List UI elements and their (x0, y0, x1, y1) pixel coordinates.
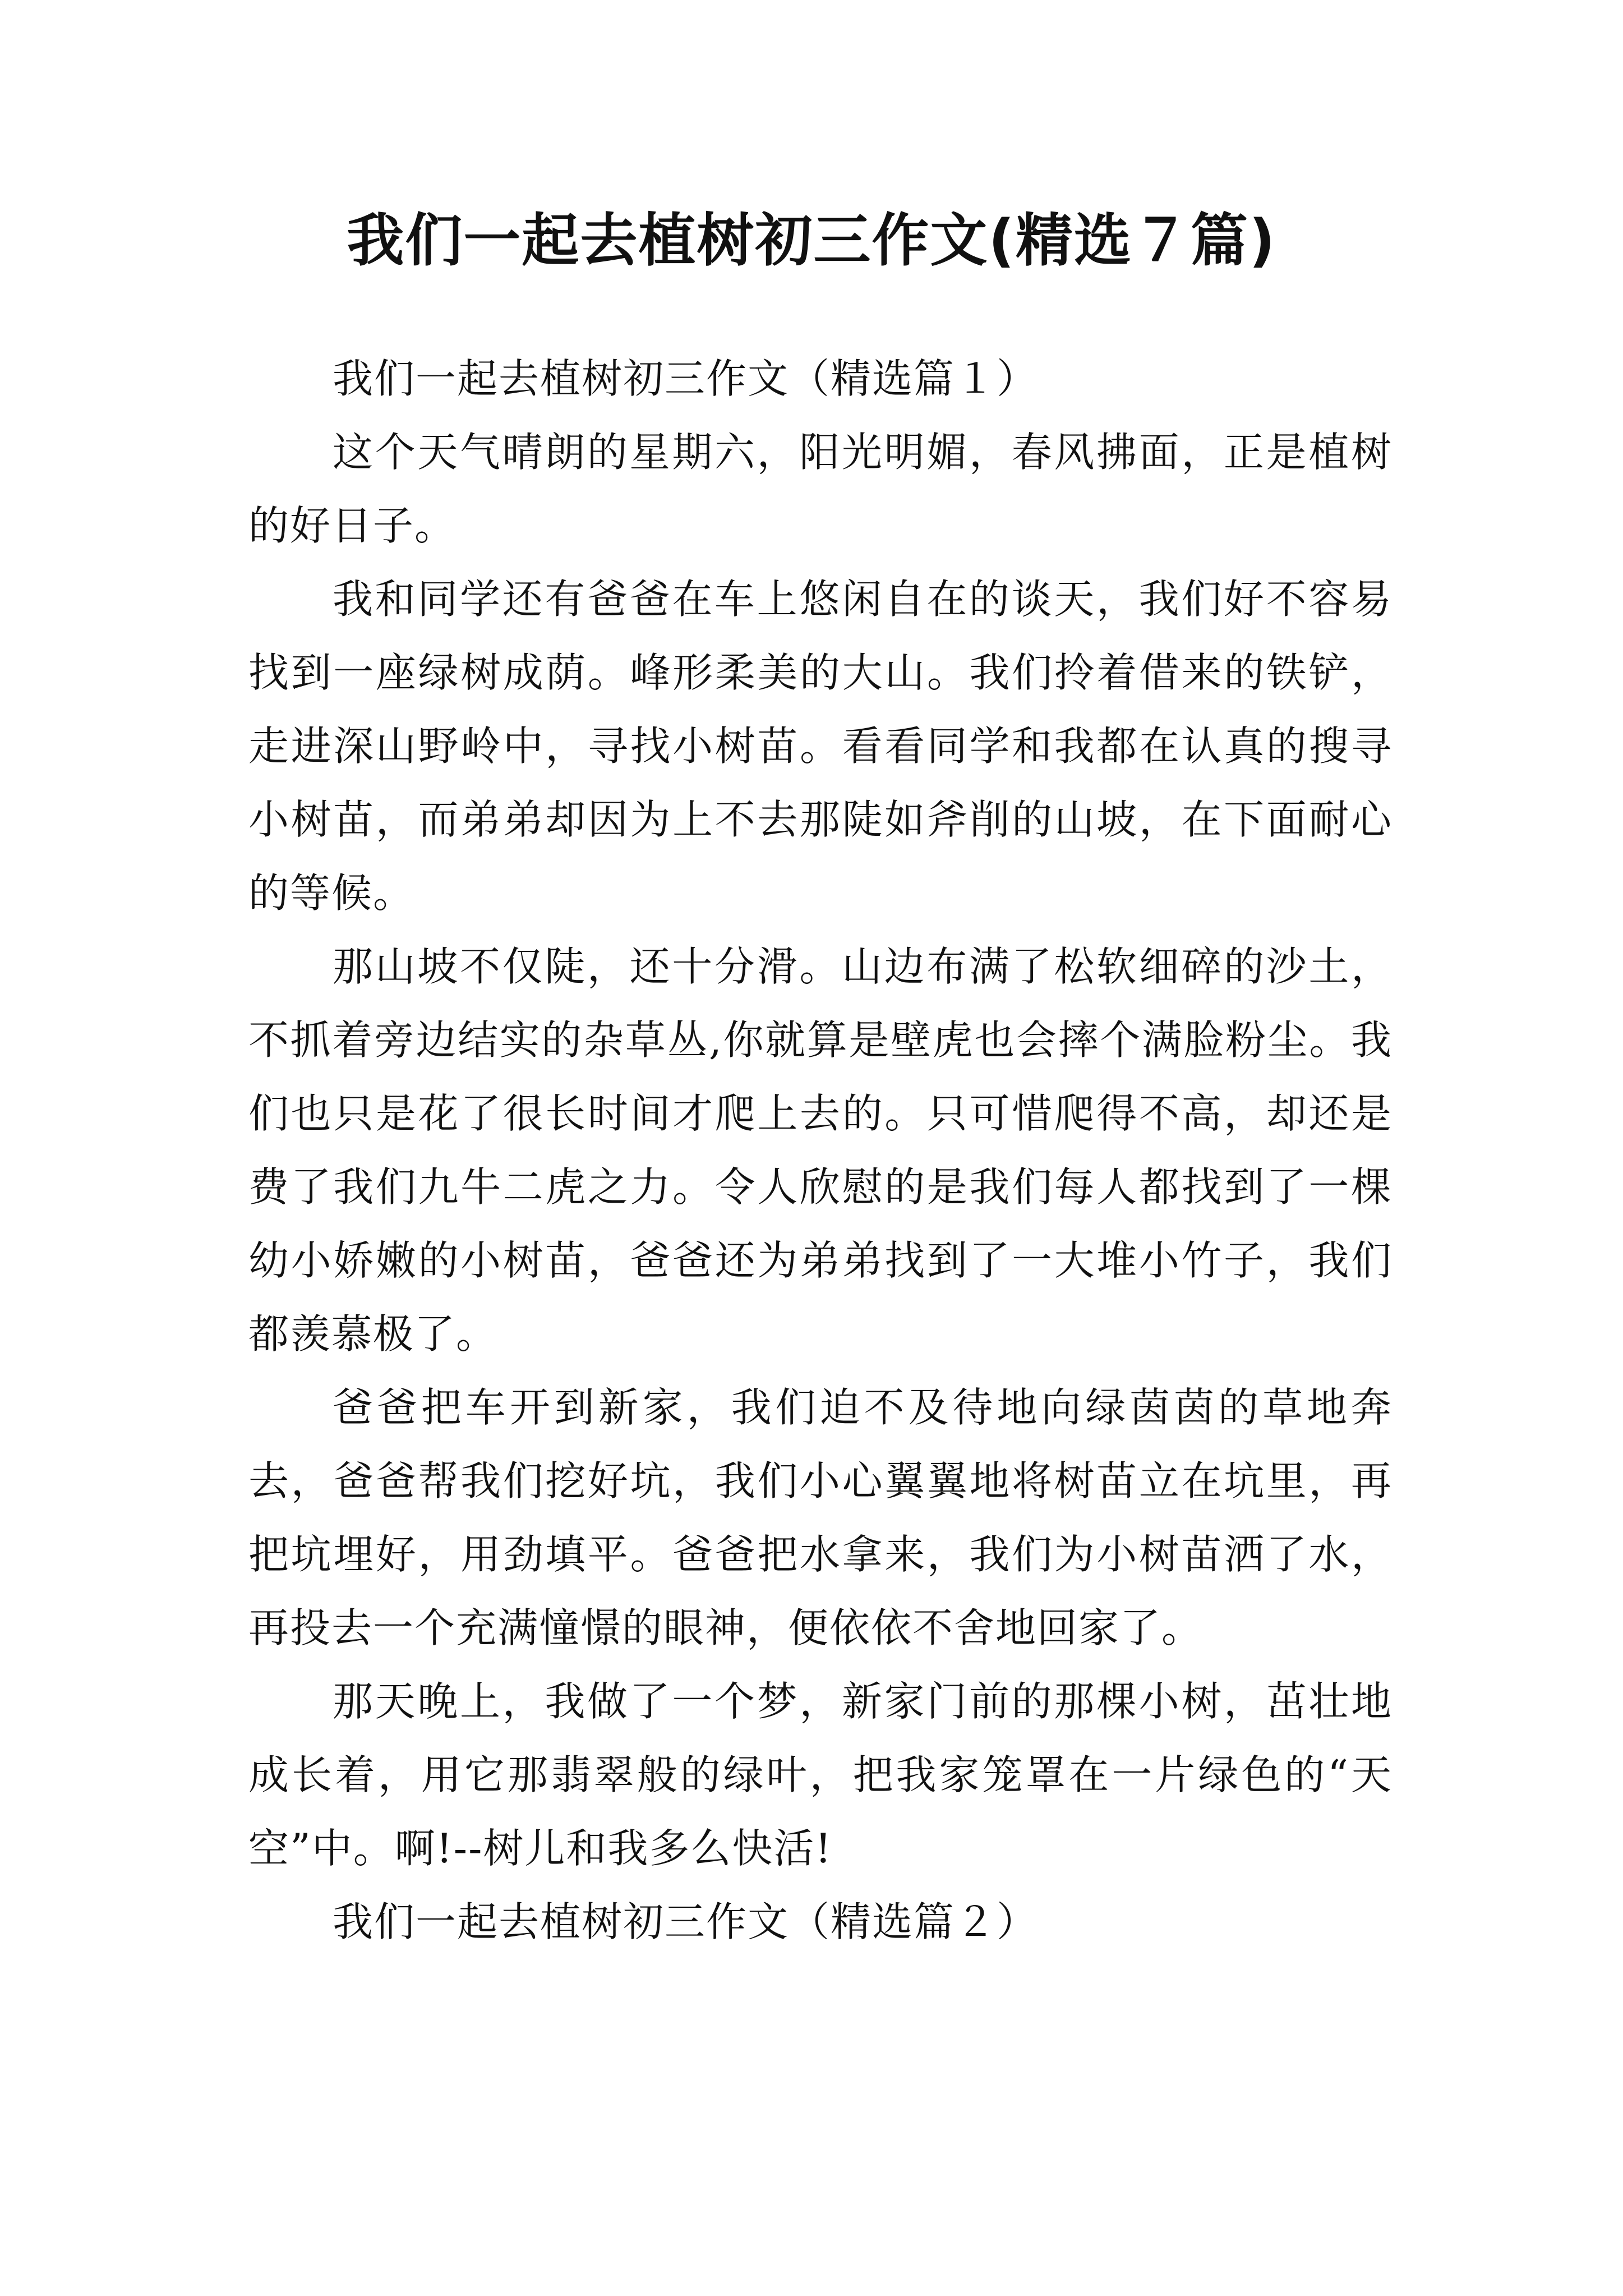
section-heading-1: 我们一起去植树初三作文（精选篇１） (333, 355, 1039, 402)
document-title: 我们一起去植树初三作文(精选７篇) (347, 208, 1276, 274)
paragraph-3: 那山坡不仅陡，还十分滑。山边布满了松软细碎的沙土，不抓着旁边结实的杂草丛,你就算是壁虎也会摔个满脸粉尘。我们也只是花了很长时间才爬上去的。只可惜爬得不高，却还是费了我们九牛二虎之力。令人欣慰的是我们每人都找到了一棵幼小娇嫩的小树苗，爸爸还为弟弟找到了一大堆小竹子，我们都羡慕极了。 (248, 943, 1393, 1358)
section-heading-2: 我们一起去植树初三作文（精选篇２） (333, 1898, 1039, 1945)
paragraph-5: 那天晚上，我做了一个梦，新家门前的那棵小树，茁壮地成长着，用它那翡翠般的绿叶，把我家笼罩在一片绿色的“天空”中。啊!--树儿和我多么快活! (248, 1678, 1393, 1872)
document-body (248, 342, 1393, 1959)
paragraph-2: 我和同学还有爸爸在车上悠闲自在的谈天，我们好不容易找到一座绿树成荫。峰形柔美的大山。我们拎着借来的铁铲，走进深山野岭中，寻找小树苗。看看同学和我都在认真的搜寻小树苗，而弟弟却因为上不去那陡如斧削的山坡，在下面耐心的等候。 (248, 576, 1393, 917)
paragraph-1: 这个天气晴朗的星期六，阳光明媚，春风拂面，正是植树的好日子。 (248, 429, 1393, 549)
paragraph-4: 爸爸把车开到新家，我们迫不及待地向绿茵茵的草地奔去，爸爸帮我们挖好坑，我们小心翼翼地将树苗立在坑里，再把坑埋好，用劲填平。爸爸把水拿来，我们为小树苗洒了水，再投去一个充满憧憬的眼神，便依依不舍地回家了。 (248, 1384, 1393, 1651)
